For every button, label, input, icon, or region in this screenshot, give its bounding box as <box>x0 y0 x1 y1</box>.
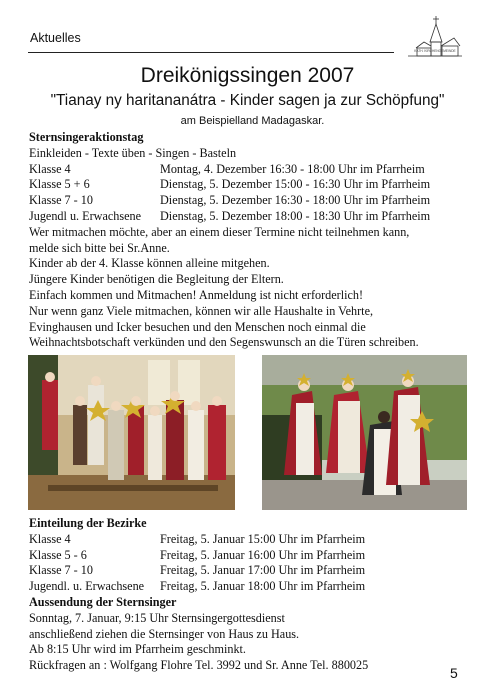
note-line: Wer mitmachen möchte, aber an einem dieser Termine nicht teilnehmen kann, <box>29 224 410 239</box>
schedule-row <box>29 193 430 209</box>
aussendung-line: Rückfragen an : Wolfgang Flohre Tel. 3992 und Sr. Anne Tel. 880025 <box>29 658 369 673</box>
district-time: Freitag, 5. Januar 16:00 Uhr im Pfarrheim <box>160 547 366 562</box>
schedule-time: Dienstag, 5. Dezember 18:00 - 18:30 Uhr im Pfarrheim <box>160 208 431 223</box>
note-line: melde sich bitte bei Sr.Anne. <box>29 240 170 255</box>
district-row <box>29 548 368 564</box>
note-line: Jüngere Kinder benötigen die Begleitung der Eltern. <box>29 272 284 287</box>
schedule-row <box>29 162 430 178</box>
schedule-group: Klasse 5 + 6 <box>29 177 90 192</box>
district-group: Jugendl. u. Erwachsene <box>29 579 145 594</box>
aussendung-line: Ab 8:15 Uhr wird im Pfarrheim geschminkt. <box>29 642 246 657</box>
section-label: Aktuelles <box>30 31 81 45</box>
schedule-group: Klasse 7 - 10 <box>29 193 93 208</box>
note-line: Weihnachtsbotschaft verkünden und den Segenswunsch an die Türen schreiben. <box>29 335 419 350</box>
district-row <box>29 532 368 548</box>
district-time: Freitag, 5. Januar 15:00 Uhr im Pfarrheim <box>160 531 366 546</box>
church-logo <box>404 14 464 62</box>
aussendung-line: anschließend ziehen die Sternsinger von Haus zu Haus. <box>29 626 300 641</box>
header-rule <box>28 52 394 53</box>
district-group: Klasse 7 - 10 <box>29 563 93 578</box>
schedule-time: Montag, 4. Dezember 16:30 - 18:00 Uhr im Pfarrheim <box>160 161 425 176</box>
schedule-time: Dienstag, 5. Dezember 16:30 - 18:00 Uhr im Pfarrheim <box>160 193 431 208</box>
page-title: Dreikönigssingen 2007 <box>140 64 355 87</box>
subtitle: "Tianay ny haritananátra - Kinder sagen ja zur Schöpfung" <box>50 92 445 109</box>
aktionstag-section <box>29 130 430 351</box>
aktionstag-intro: Einkleiden - Texte üben - Singen - Basteln <box>29 145 237 160</box>
district-group: Klasse 5 - 6 <box>29 547 87 562</box>
note-line: Evinghausen und Icker besuchen und den Menschen noch einmal die <box>29 319 366 334</box>
district-group: Klasse 4 <box>29 531 71 546</box>
example-country-line: am Beispielland Madagaskar. <box>180 115 325 127</box>
svg-text:KATH. KIRCHENGEMEINDE: KATH. KIRCHENGEMEINDE <box>414 49 456 53</box>
schedule-row <box>29 209 430 225</box>
district-time: Freitag, 5. Januar 17:00 Uhr im Pfarrheim <box>160 563 366 578</box>
photo-church-interior <box>28 355 235 510</box>
bezirke-heading: Einteilung der Bezirke <box>29 516 147 530</box>
photo-outdoor-star-singers <box>262 355 467 510</box>
aussendung-line: Sonntag, 7. Januar, 9:15 Uhr Sternsingergottesdienst <box>29 610 285 625</box>
aktionstag-heading: Sternsingeraktionstag <box>29 130 144 144</box>
district-time: Freitag, 5. Januar 18:00 Uhr im Pfarrheim <box>160 579 366 594</box>
district-row <box>29 579 368 595</box>
note-line: Kinder ab der 4. Klasse können alleine mitgehen. <box>29 256 270 271</box>
aussendung-heading: Aussendung der Sternsinger <box>29 594 177 609</box>
schedule-group: Jugendl u. Erwachsene <box>29 208 142 223</box>
district-row <box>29 563 368 579</box>
page-number: 5 <box>450 665 458 681</box>
note-line: Nur wenn ganz Viele mitmachen, können wir alle Haushalte in Vehrte, <box>29 303 374 318</box>
schedule-group: Klasse 4 <box>29 161 71 176</box>
note-line: Einfach kommen und Mitmachen! Anmeldung ist nicht erforderlich! <box>29 287 364 302</box>
schedule-row <box>29 177 430 193</box>
schedule-time: Dienstag, 5. Dezember 15:00 - 16:30 Uhr im Pfarrheim <box>160 177 431 192</box>
bezirke-section <box>29 516 368 674</box>
